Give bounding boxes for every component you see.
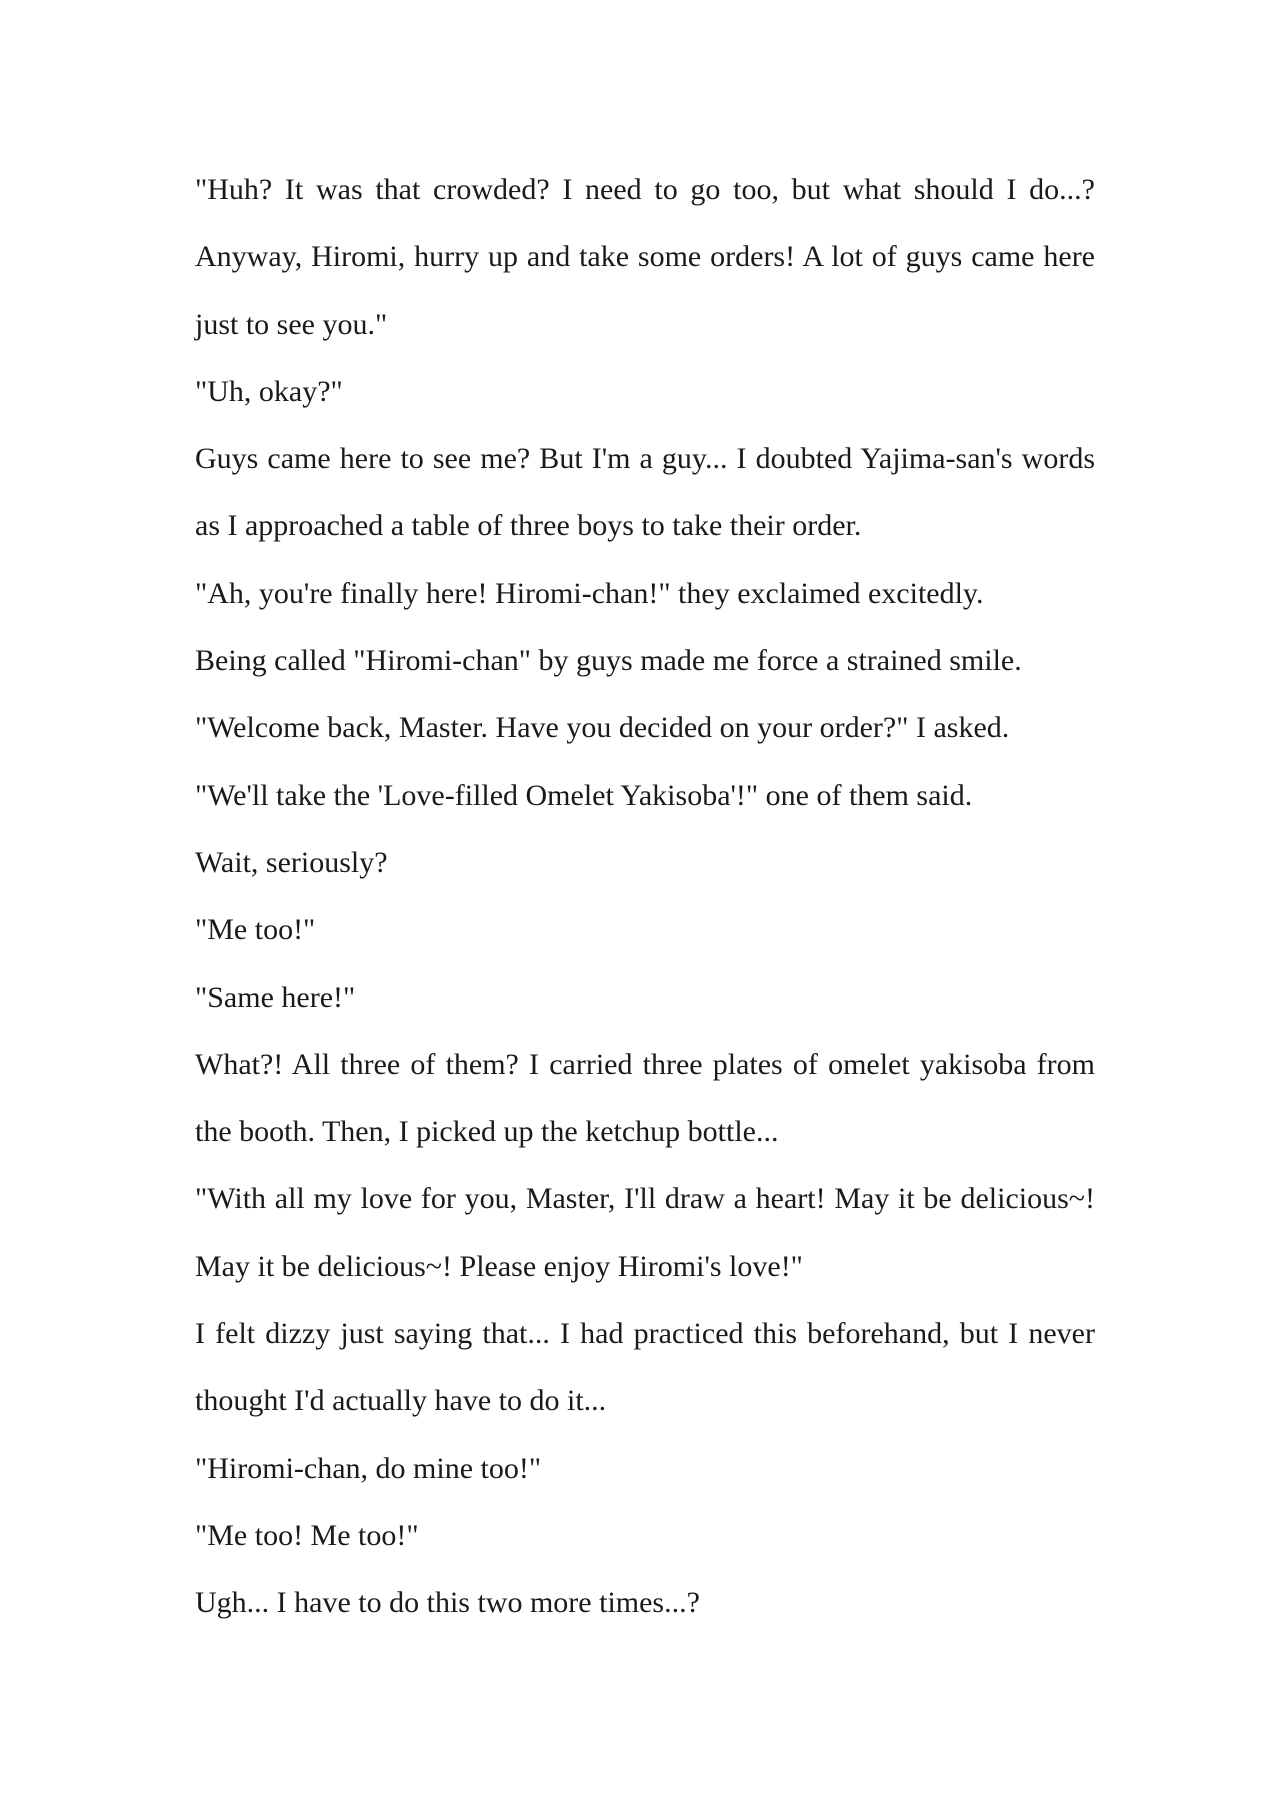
paragraph: "Same here!" <box>195 980 356 1014</box>
body-text <box>195 156 1095 1637</box>
paragraph: Wait, seriously? <box>195 845 388 879</box>
paragraph: Being called "Hiromi-chan" by guys made me force a strained smile. <box>195 644 1022 678</box>
paragraph: What?! All three of them? I carried three plates of omelet yakisoba from the booth. Then, I picked up the ketchup bottle... <box>195 1047 1095 1149</box>
paragraph: "Me too! Me too!" <box>195 1518 419 1552</box>
paragraph: "We'll take the 'Love-filled Omelet Yakisoba'!" one of them said. <box>195 778 973 812</box>
paragraph: Ugh... I have to do this two more times...? <box>195 1586 700 1620</box>
paragraph: I felt dizzy just saying that... I had practiced this beforehand, but I never thought I'd actually have to do it... <box>195 1317 1095 1418</box>
paragraph: Guys came here to see me? But I'm a guy... I doubted Yajima-san's words as I approached a table of three boys to take their order. <box>195 442 1095 543</box>
paragraph: "Hiromi-chan, do mine too!" <box>195 1451 542 1485</box>
paragraph: "Welcome back, Master. Have you decided on your order?" I asked. <box>195 711 1010 745</box>
paragraph: "Uh, okay?" <box>195 374 343 408</box>
paragraph: "Ah, you're finally here! Hiromi-chan!" they exclaimed excitedly. <box>195 576 984 610</box>
paragraph: "Me too!" <box>195 913 316 947</box>
paragraph: "With all my love for you, Master, I'll draw a heart! May it be delicious~! May it be delicious~! Please enjoy Hiromi's love!" <box>195 1182 1095 1283</box>
paragraph: "Huh? It was that crowded? I need to go too, but what should I do...? Anyway, Hiromi, hurry up and take some orders! A lot of guys came here just to see you." <box>195 173 1095 341</box>
